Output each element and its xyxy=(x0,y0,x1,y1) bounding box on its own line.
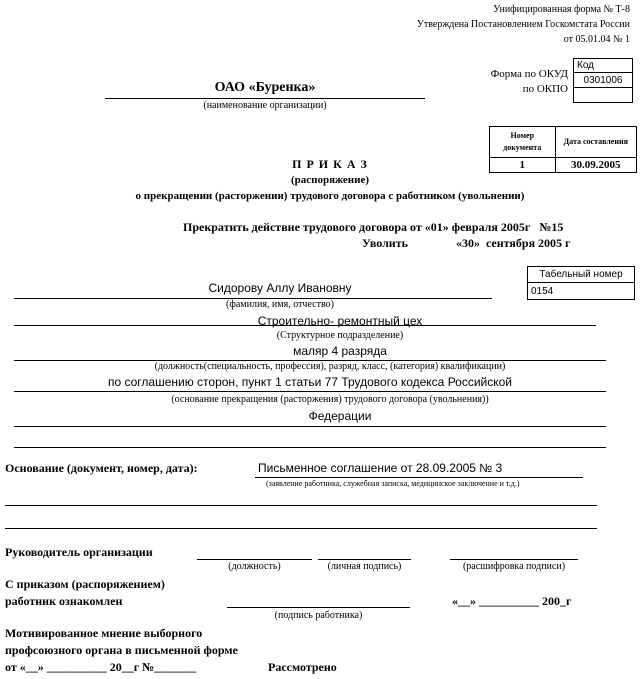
reason-underline xyxy=(14,391,606,392)
employee-name: Сидорову Аллу Ивановну xyxy=(208,281,352,295)
worker-signature-line xyxy=(227,607,410,608)
code-header: Код xyxy=(574,59,633,73)
head-decode-caption: (расшифровка подписи) xyxy=(462,561,566,572)
head-signature-line xyxy=(318,559,411,560)
tabel-label: Табельный номер xyxy=(528,267,635,283)
basis-label: Основание (документ, номер, дата): xyxy=(5,461,198,475)
reason-cont-underline xyxy=(14,426,606,427)
department-caption: (Структурное подразделение) xyxy=(276,330,404,341)
doc-number-header: Номер документа xyxy=(490,127,556,158)
department-underline xyxy=(14,325,596,326)
okud-label: Форма по ОКУД xyxy=(490,68,568,80)
union-line-3: от «__» __________ 20__г №_______ xyxy=(5,660,197,674)
form-header-line3: от 05.01.04 № 1 xyxy=(563,34,630,45)
terminate-month-year: февраля 2005г xyxy=(451,220,531,234)
doc-date-header: Дата составления xyxy=(555,127,636,158)
order-subtitle: (распоряжение) xyxy=(290,174,369,186)
blank-line-2 xyxy=(5,505,597,506)
tabel-value: 0154 xyxy=(528,283,635,300)
head-position-line xyxy=(197,559,312,560)
dismiss-label: Уволить xyxy=(362,236,408,250)
position: маляр 4 разряда xyxy=(293,344,387,358)
terminate-label xyxy=(183,220,563,235)
union-line-1: Мотивированное мнение выборного xyxy=(5,626,203,640)
order-title: П Р И К А З xyxy=(292,157,368,171)
tabel-table xyxy=(527,266,635,300)
form-header-line1: Унифицированная форма № Т-8 xyxy=(493,4,630,15)
terminate-text: Прекратить действие трудового договора от xyxy=(183,220,422,234)
department: Строительно- ремонтный цех xyxy=(257,314,423,328)
head-decode-line xyxy=(450,559,578,560)
doc-number-table xyxy=(489,126,637,173)
doc-date-value: 30.09.2005 xyxy=(555,158,636,173)
okpo-value xyxy=(574,88,633,103)
reason-caption: (основание прекращения (расторжения) трудового договора (увольнения)) xyxy=(171,394,489,405)
org-name: ОАО «Буренка» xyxy=(214,80,316,95)
worker-signature-caption: (подпись работника) xyxy=(274,610,363,621)
dismiss-line xyxy=(362,236,571,251)
position-caption: (должность(специальность, профессия), разряд, класс, (категория) квалификации) xyxy=(154,361,506,372)
union-line-2: профсоюзного органа в письменной форме xyxy=(5,643,238,657)
ack-label-1: С приказом (распоряжением) xyxy=(5,577,165,591)
org-caption: (наименование организации) xyxy=(203,100,327,111)
head-position-caption: (должность) xyxy=(228,561,281,572)
basis-underline xyxy=(255,477,583,478)
terminate-day: «01» xyxy=(424,220,449,234)
employee-name-caption: (фамилия, имя, отчество) xyxy=(226,299,334,310)
dismiss-day: «30» xyxy=(455,236,480,250)
org-name-underline xyxy=(105,98,425,99)
blank-line-1 xyxy=(14,447,606,448)
basis-caption: (заявление работника, служебная записка, медицинское заключение и т.д.) xyxy=(266,479,520,488)
form-header-line2: Утверждена Постановлением Госкомстата России xyxy=(416,19,630,30)
terminate-number: №15 xyxy=(539,220,564,234)
okud-value: 0301006 xyxy=(574,73,633,88)
basis-value: Письменное соглашение от 28.09.2005 № 3 xyxy=(258,461,503,475)
okpo-label: по ОКПО xyxy=(522,83,568,95)
code-table xyxy=(573,58,633,103)
head-label: Руководитель организации xyxy=(5,545,153,559)
union-reviewed: Рассмотрено xyxy=(268,660,337,674)
ack-date: «__» __________ 200_г xyxy=(452,594,572,608)
termination-reason: по соглашению сторон, пункт 1 статьи 77 Трудового кодекса Российской xyxy=(107,375,513,389)
termination-reason-cont: Федерации xyxy=(308,409,372,423)
order-purpose: о прекращении (расторжении) трудового договора с работником (увольнении) xyxy=(135,190,525,202)
blank-line-3 xyxy=(5,528,597,529)
dismiss-month-year: сентября 2005 г xyxy=(485,236,571,250)
doc-number-value: 1 xyxy=(490,158,556,173)
head-signature-caption: (личная подпись) xyxy=(327,561,402,572)
ack-label-2: работник ознакомлен xyxy=(5,594,123,608)
